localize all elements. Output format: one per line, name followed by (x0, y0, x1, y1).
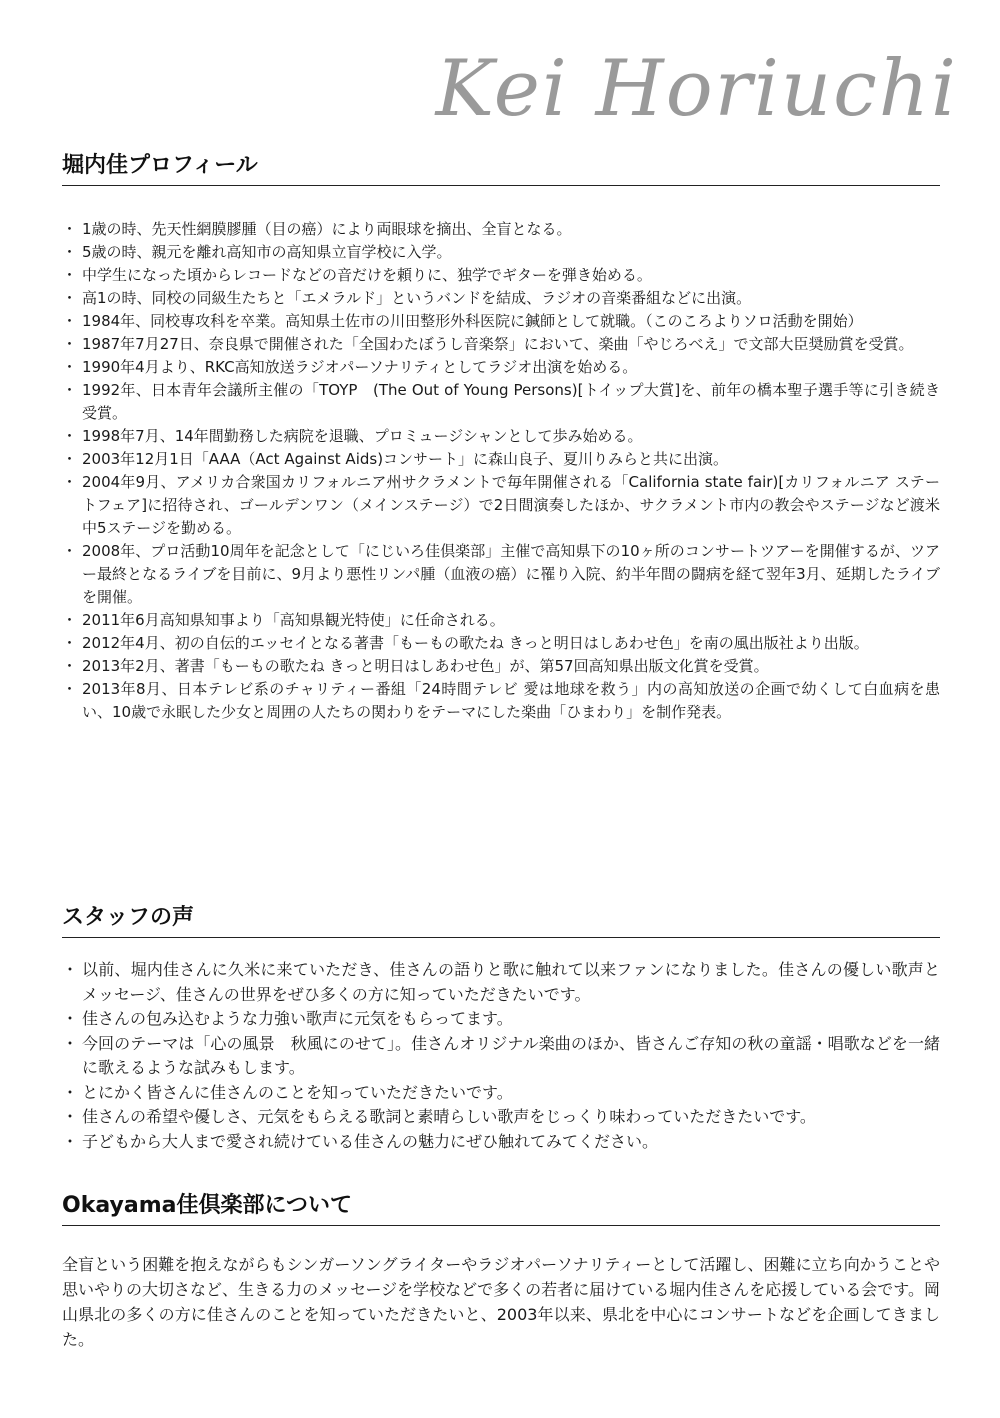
staff-heading: スタッフの声 (62, 900, 940, 938)
profile-item: ・ 高1の時、同校の同級生たちと「エメラルド」というバンドを結成、ラジオの音楽番組などに出演。 (62, 287, 940, 310)
document-title: Kei Horiuchi (435, 44, 958, 134)
profile-item: ・ 2011年6月高知県知事より「高知県観光特使」に任命される。 (62, 609, 940, 632)
staff-list (62, 958, 940, 1154)
profile-item: ・ 2004年9月、アメリカ合衆国カリフォルニア州サクラメントで毎年開催される「California state fair)[カリフォルニア ステートフェア]に招待され、ゴールデンワン（メインステージ）で2日間演奏したほか、サクラメント市内の教会やステージなど渡米中5ステージを勤める。 (62, 471, 940, 540)
club-section (62, 1188, 940, 1352)
profile-item: ・ 1987年7月27日、奈良県で開催された「全国わたぼうし音楽祭」において、楽曲「やじろべえ」で文部大臣奨励賞を受賞。 (62, 333, 940, 356)
profile-item: ・ 1992年、日本青年会議所主催の「TOYP (The Out of Young Persons)[トイップ大賞]を、前年の橋本聖子選手等に引き続き受賞。 (62, 379, 940, 425)
club-heading: Okayama佳倶楽部について (62, 1188, 940, 1226)
profile-item: ・ 2008年、プロ活動10周年を記念として「にじいろ佳倶楽部」主催で高知県下の10ヶ所のコンサートツアーを開催するが、ツアー最終となるライブを目前に、9月より悪性リンパ腫（血液の癌）に罹り入院、約半年間の闘病を経て翌年3月、延期したライブを開催。 (62, 540, 940, 609)
profile-item: ・ 1998年7月、14年間勤務した病院を退職、プロミュージシャンとして歩み始める。 (62, 425, 940, 448)
club-description: 全盲という困難を抱えながらもシンガーソングライターやラジオパーソナリティーとして活躍し、困難に立ち向かうことや思いやりの大切さなど、生きる力のメッセージを学校などで多くの若者に届けている堀内佳さんを応援している会です。岡山県北の多くの方に佳さんのことを知っていただきたいと、2003年以来、県北を中心にコンサートなどを企画してきました。 (62, 1255, 940, 1349)
profile-item: ・ 1990年4月より、RKC高知放送ラジオパーソナリティとしてラジオ出演を始める。 (62, 356, 940, 379)
staff-item: ・ 以前、堀内佳さんに久米に来ていただき、佳さんの語りと歌に触れて以来ファンになりました。佳さんの優しい歌声とメッセージ、佳さんの世界をぜひ多くの方に知っていただきたいです。 (62, 958, 940, 1007)
staff-item: ・ 子どもから大人まで愛され続けている佳さんの魅力にぜひ触れてみてください。 (62, 1130, 940, 1155)
staff-item: ・ 今回のテーマは「心の風景 秋風にのせて」。佳さんオリジナル楽曲のほか、皆さんご存知の秋の童謡・唱歌などを一緒に歌えるような試みもします。 (62, 1032, 940, 1081)
staff-item: ・ 佳さんの包み込むような力強い歌声に元気をもらってます。 (62, 1007, 940, 1032)
profile-item: ・ 2013年8月、日本テレビ系のチャリティー番組「24時間テレビ 愛は地球を救う」内の高知放送の企画で幼くして白血病を患い、10歳で永眠した少女と周囲の人たちの関わりをテーマにした楽曲「ひまわり」を制作発表。 (62, 678, 940, 724)
profile-item: ・ 1984年、同校専攻科を卒業。高知県土佐市の川田整形外科医院に鍼師として就職。（このころよりソロ活動を開始） (62, 310, 940, 333)
profile-heading: 堀内佳プロフィール (62, 148, 940, 186)
staff-section (62, 900, 940, 1154)
profile-item: ・ 中学生になった頃からレコードなどの音だけを頼りに、独学でギターを弾き始める。 (62, 264, 940, 287)
profile-item: ・ 2003年12月1日「AAA（Act Against Aids)コンサート」に森山良子、夏川りみらと共に出演。 (62, 448, 940, 471)
profile-item: ・ 2012年4月、初の自伝的エッセイとなる著書「もーもの歌たね きっと明日はしあわせ色」を南の風出版社より出版。 (62, 632, 940, 655)
profile-item: ・ 1歳の時、先天性網膜膠腫（目の癌）により両眼球を摘出、全盲となる。 (62, 218, 940, 241)
profile-list (62, 218, 940, 724)
profile-section (62, 148, 940, 724)
profile-item: ・ 2013年2月、著書「もーもの歌たね きっと明日はしあわせ色」が、第57回高知県出版文化賞を受賞。 (62, 655, 940, 678)
profile-item: ・ 5歳の時、親元を離れ高知市の高知県立盲学校に入学。 (62, 241, 940, 264)
staff-item: ・ 佳さんの希望や優しさ、元気をもらえる歌詞と素晴らしい歌声をじっくり味わっていただきたいです。 (62, 1105, 940, 1130)
staff-item: ・ とにかく皆さんに佳さんのことを知っていただきたいです。 (62, 1081, 940, 1106)
